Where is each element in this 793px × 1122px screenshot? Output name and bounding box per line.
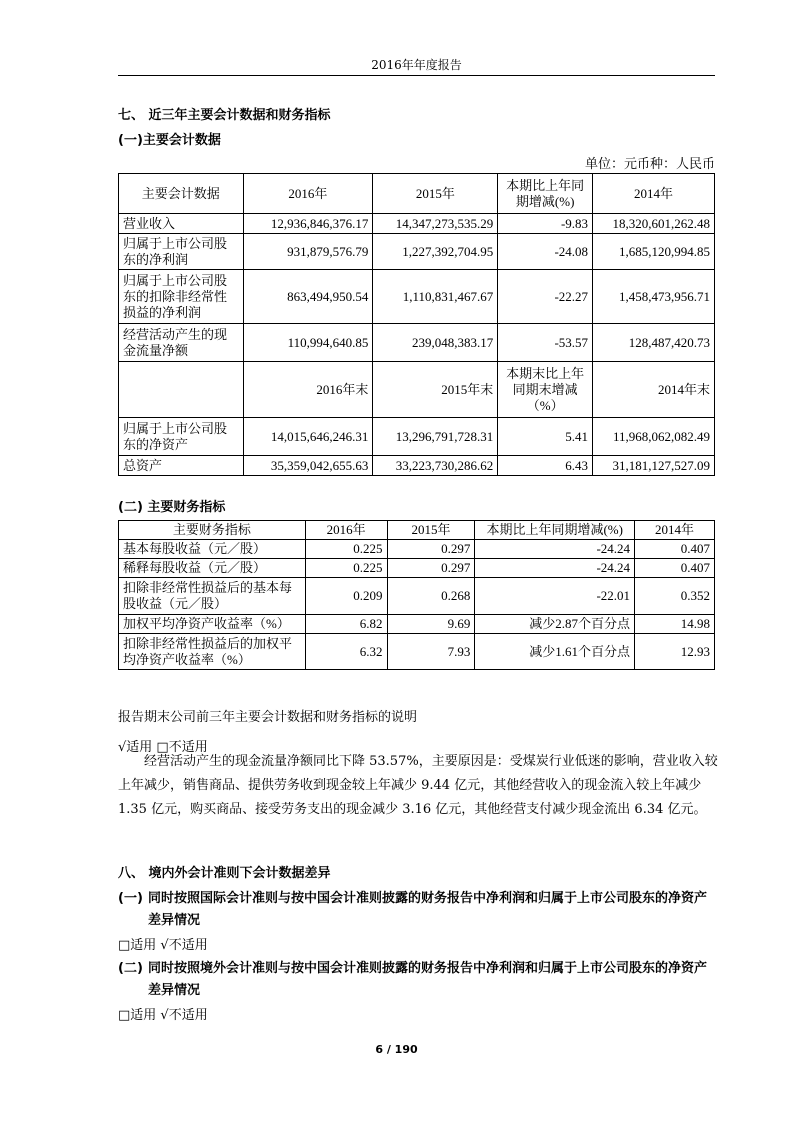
header-divider (118, 75, 715, 76)
cell: 1,685,120,994.85 (593, 234, 715, 270)
note-paragraph: 经营活动产生的现金流量净额同比下降 53.57%，主要原因是：受煤炭行业低迷的影响，营业收入较上年减少，销售商品、提供劳务收到现金较上年减少 9.44 亿元，其他经营收入的现金流入较上年减少 1.35 亿元，购买商品、接受劳务支出的现金减少 3.16 亿元，其他经营支付减少现金流出 6.34 亿元。 (118, 754, 718, 817)
header-cell (119, 362, 244, 418)
cell: 110,994,640.85 (243, 324, 373, 362)
cell: 11,968,062,082.49 (593, 418, 715, 456)
table-header-row (119, 174, 715, 214)
row-label: 扣除非经常性损益后的基本每股收益（元／股） (119, 578, 306, 615)
section-8-1-number: (一) (118, 891, 143, 906)
table-subheader-row (119, 362, 715, 418)
header-cell: 2015年末 (373, 362, 498, 418)
cell: 35,359,042,655.63 (243, 456, 373, 476)
table-row (119, 578, 715, 615)
cell: 9.69 (387, 615, 475, 634)
page-header: 2016年年度报告 (371, 58, 462, 72)
table-row (119, 234, 715, 270)
applicable-checkbox-2: □适用 √不适用 (118, 938, 208, 953)
header-cell: 2016年末 (243, 362, 373, 418)
cell: 0.225 (305, 540, 387, 559)
cell: 18,320,601,262.48 (593, 214, 715, 234)
cell: 减少1.61个百分点 (475, 634, 635, 670)
cell: 0.297 (387, 559, 475, 578)
header-cell: 主要财务指标 (119, 521, 306, 540)
cell: -9.83 (498, 214, 593, 234)
table-row (119, 634, 715, 670)
header-cell: 本期比上年同期增减(%) (498, 174, 593, 214)
financial-indicators-table (118, 520, 715, 670)
cell: 减少2.87个百分点 (475, 615, 635, 634)
subsection-2-title: (二) 主要财务指标 (118, 500, 226, 515)
cell: 0.407 (635, 559, 715, 578)
cell: 0.209 (305, 578, 387, 615)
cell: 0.407 (635, 540, 715, 559)
unit-label: 单位：元币种：人民币 (584, 157, 715, 172)
header-cell: 2014年 (635, 521, 715, 540)
cell: 1,458,473,956.71 (593, 270, 715, 324)
section-8-2 (118, 958, 715, 1002)
cell: 6.43 (498, 456, 593, 476)
header-cell: 2016年 (305, 521, 387, 540)
row-label: 归属于上市公司股东的扣除非经常性损益的净利润 (119, 270, 244, 324)
row-label: 扣除非经常性损益后的加权平均净资产收益率（%） (119, 634, 306, 670)
cell: 6.32 (305, 634, 387, 670)
row-label: 归属于上市公司股东的净资产 (119, 418, 244, 456)
cell: 14.98 (635, 615, 715, 634)
section-8-2-title: 同时按照境外会计准则与按中国会计准则披露的财务报告中净利润和归属于上市公司股东的净资产差异情况 (148, 961, 708, 998)
row-label: 营业收入 (119, 214, 244, 234)
cell: -24.08 (498, 234, 593, 270)
section-8-1-title: 同时按照国际会计准则与按中国会计准则披露的财务报告中净利润和归属于上市公司股东的净资产差异情况 (148, 891, 708, 928)
row-label: 基本每股收益（元／股） (119, 540, 306, 559)
cell: 14,347,273,535.29 (373, 214, 498, 234)
cell: -24.24 (475, 540, 635, 559)
note-title: 报告期末公司前三年主要会计数据和财务指标的说明 (118, 710, 418, 725)
header-cell: 2015年 (387, 521, 475, 540)
section-7-title: 七、 近三年主要会计数据和财务指标 (118, 108, 331, 123)
row-label: 加权平均净资产收益率（%） (119, 615, 306, 634)
cell: 128,487,420.73 (593, 324, 715, 362)
section-8-title: 八、 境内外会计准则下会计数据差异 (118, 866, 331, 881)
row-label: 总资产 (119, 456, 244, 476)
cell: -22.01 (475, 578, 635, 615)
table-header-row (119, 521, 715, 540)
cell: -22.27 (498, 270, 593, 324)
row-label: 经营活动产生的现金流量净额 (119, 324, 244, 362)
header-cell: 主要会计数据 (119, 174, 244, 214)
table-row (119, 540, 715, 559)
header-cell: 2014年 (593, 174, 715, 214)
cell: 1,227,392,704.95 (373, 234, 498, 270)
table-row (119, 615, 715, 634)
header-cell: 2016年 (243, 174, 373, 214)
accounting-data-table (118, 173, 715, 476)
header-cell: 本期末比上年同期末增减（%） (498, 362, 593, 418)
table-row (119, 456, 715, 476)
table-row (119, 559, 715, 578)
cell: 0.352 (635, 578, 715, 615)
cell: 33,223,730,286.62 (373, 456, 498, 476)
cell: 6.82 (305, 615, 387, 634)
cell: 1,110,831,467.67 (373, 270, 498, 324)
cell: 931,879,576.79 (243, 234, 373, 270)
subsection-1-title: (一)主要会计数据 (118, 133, 221, 148)
cell: 0.268 (387, 578, 475, 615)
header-cell: 2014年末 (593, 362, 715, 418)
table-row (119, 214, 715, 234)
cell: 5.41 (498, 418, 593, 456)
table-row (119, 418, 715, 456)
page-number: 6 / 190 (375, 1043, 418, 1056)
cell: 7.93 (387, 634, 475, 670)
cell: 31,181,127,527.09 (593, 456, 715, 476)
cell: 0.297 (387, 540, 475, 559)
cell: 14,015,646,246.31 (243, 418, 373, 456)
cell: 12.93 (635, 634, 715, 670)
cell: 12,936,846,376.17 (243, 214, 373, 234)
section-8-1 (118, 888, 715, 932)
cell: -53.57 (498, 324, 593, 362)
row-label: 稀释每股收益（元／股） (119, 559, 306, 578)
section-8-2-number: (二) (118, 961, 143, 976)
table-row (119, 324, 715, 362)
cell: 13,296,791,728.31 (373, 418, 498, 456)
header-cell: 2015年 (373, 174, 498, 214)
cell: 0.225 (305, 559, 387, 578)
cell: -24.24 (475, 559, 635, 578)
applicable-checkbox-1: √适用 □不适用 (118, 740, 208, 755)
cell: 239,048,383.17 (373, 324, 498, 362)
applicable-checkbox-3: □适用 √不适用 (118, 1008, 208, 1023)
table-row (119, 270, 715, 324)
row-label: 归属于上市公司股东的净利润 (119, 234, 244, 270)
cell: 863,494,950.54 (243, 270, 373, 324)
header-cell: 本期比上年同期增减(%) (475, 521, 635, 540)
